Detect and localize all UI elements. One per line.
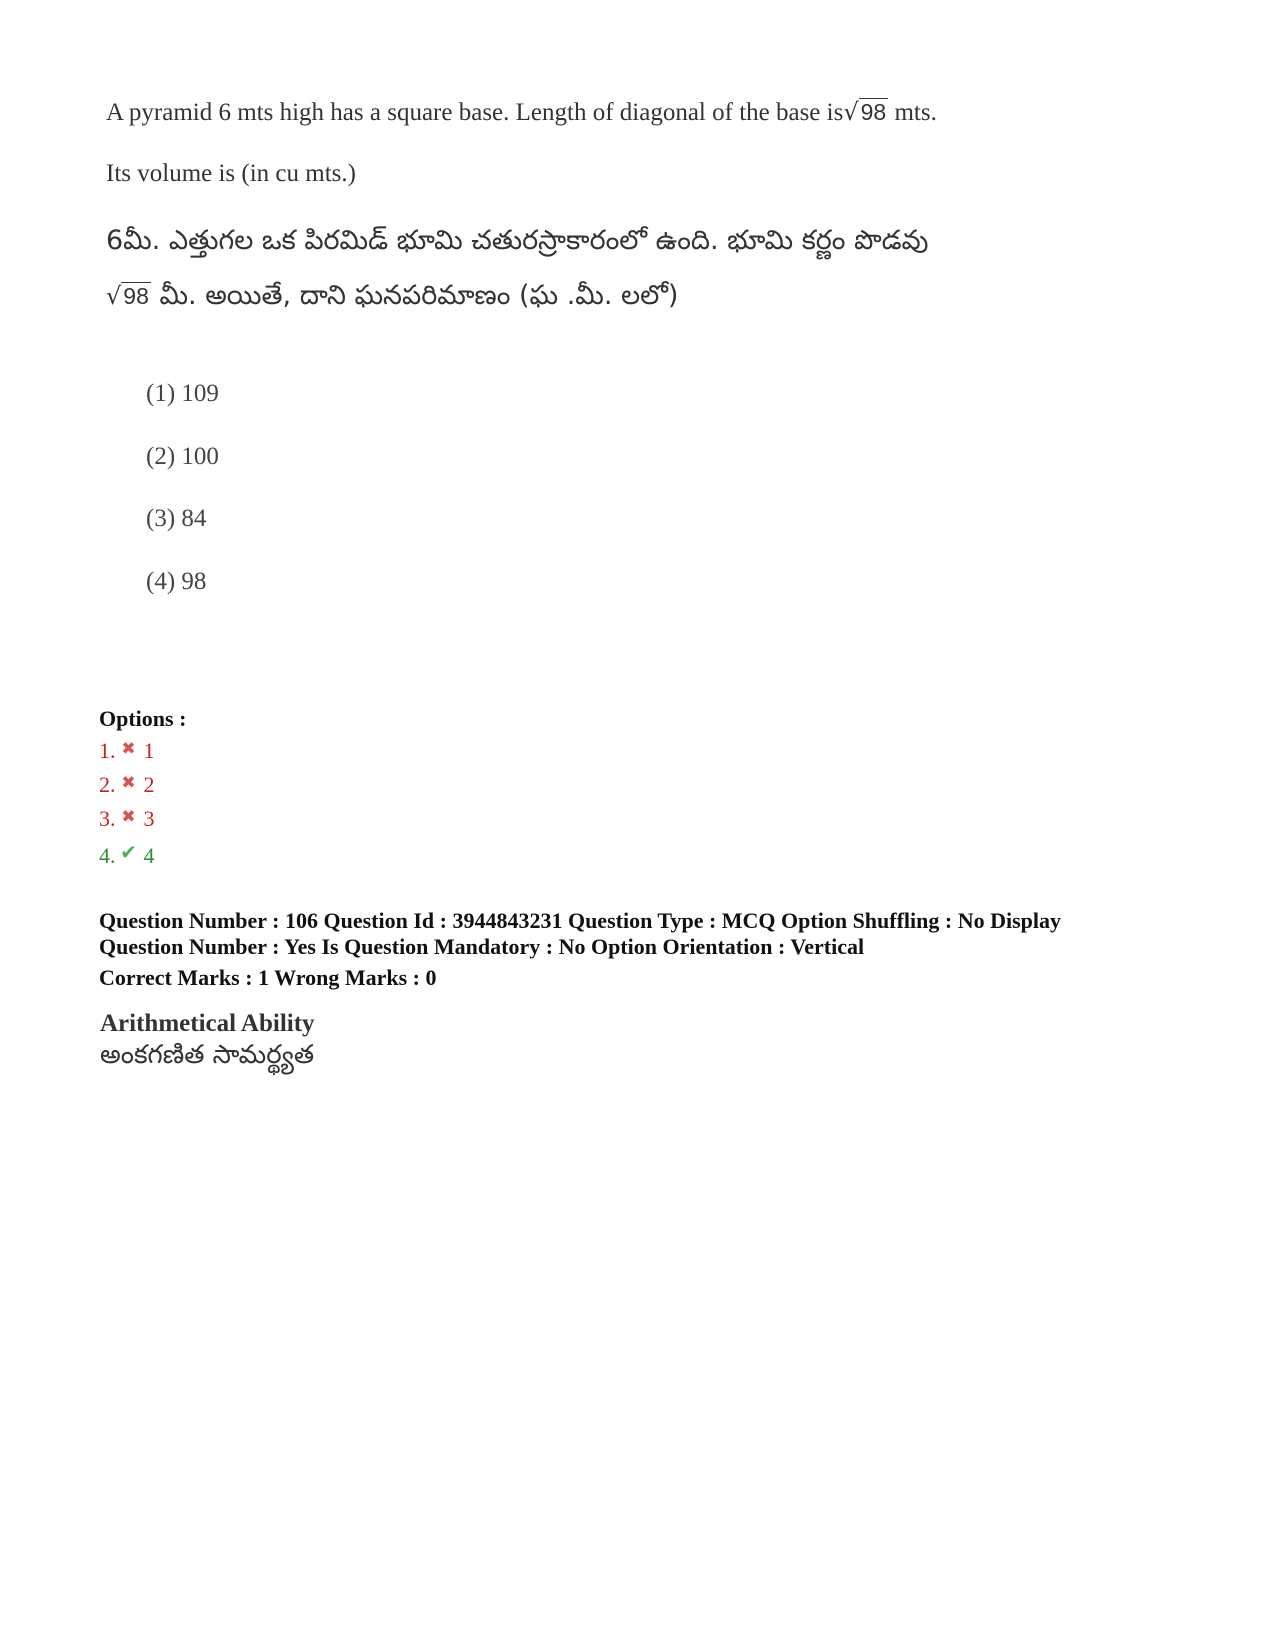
question-text-en-part2: mts.	[888, 99, 937, 126]
option-label: (1)	[146, 380, 176, 407]
option-label: (3)	[146, 505, 176, 532]
choice-value: 3	[143, 806, 155, 831]
choice-number: 1.	[99, 738, 116, 763]
cross-icon: ✖	[121, 739, 136, 759]
checkmark-icon: ✔	[120, 840, 137, 864]
radicand: 98	[123, 283, 149, 309]
radicand: 98	[860, 99, 887, 125]
choice-2	[99, 772, 155, 798]
cross-icon: ✖	[121, 807, 136, 827]
question-text-te-line1: 6మీ. ఎత్తుగల ఒక పిరమిడ్ భూమి చతురస్రాకారంలో ఉంది. భూమి కర్ణం పొడవు	[106, 225, 929, 256]
answer-option-1	[146, 380, 219, 408]
choice-number: 3.	[99, 806, 116, 831]
radical-sign: √	[106, 282, 122, 310]
choice-number: 2.	[99, 772, 116, 797]
section-title-en: Arithmetical Ability	[100, 1010, 315, 1037]
choice-3	[99, 806, 155, 832]
question-text-en-part1: A pyramid 6 mts high has a square base. Length of diagonal of the base is	[106, 99, 844, 126]
option-value: 109	[181, 380, 219, 407]
question-meta-line1: Question Number : 106 Question Id : 3944843231 Question Type : MCQ Option Shuffling : No Display	[99, 908, 1062, 933]
choice-1	[99, 738, 155, 764]
choice-number: 4.	[99, 843, 116, 868]
question-text-en-line1	[106, 98, 937, 127]
option-label: (2)	[146, 443, 176, 470]
sqrt-98	[843, 98, 888, 127]
choice-4	[99, 840, 155, 869]
question-marks: Correct Marks : 1 Wrong Marks : 0	[99, 965, 437, 990]
answer-option-3	[146, 505, 206, 533]
question-text-en-line2: Its volume is (in cu mts.)	[106, 160, 356, 187]
sqrt-98-te	[106, 280, 151, 311]
choice-value: 2	[143, 772, 155, 797]
question-text-te-line2	[106, 280, 678, 318]
option-value: 84	[181, 505, 207, 532]
question-text-te-part2: మీ. అయితే, దాని ఘనపరిమాణం (ఘ .మీ. లలో)	[150, 280, 679, 311]
answer-option-2	[146, 443, 219, 471]
option-value: 98	[181, 568, 207, 595]
choice-value: 4	[143, 843, 155, 868]
options-heading: Options :	[99, 706, 187, 731]
radical-sign: √	[843, 98, 859, 126]
cross-icon: ✖	[121, 773, 136, 793]
section-title-te: అంకగణిత సామర్థ్యత	[100, 1040, 315, 1070]
option-label: (4)	[146, 568, 176, 595]
answer-option-4	[146, 568, 206, 596]
choice-value: 1	[143, 738, 155, 763]
option-value: 100	[181, 443, 219, 470]
question-meta-line2: Question Number : Yes Is Question Mandatory : No Option Orientation : Vertical	[99, 934, 865, 959]
